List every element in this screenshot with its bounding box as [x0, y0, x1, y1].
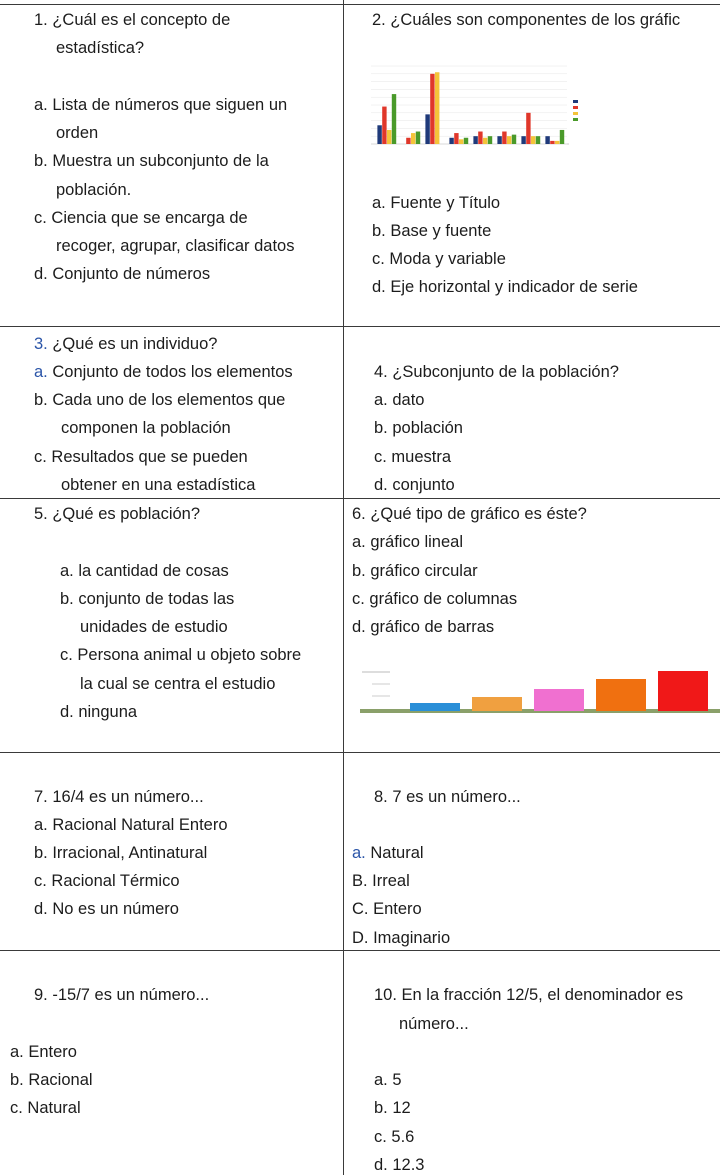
chart1-legend-swatch	[573, 112, 578, 115]
q3-option-a-letter: a.	[34, 363, 48, 381]
chart2-bar	[472, 697, 522, 711]
q4-option-a: a. dato	[374, 391, 425, 409]
table-divider	[0, 326, 720, 327]
chart1-bar	[483, 138, 487, 144]
q7-question: 7. 16/4 es un número...	[34, 788, 204, 806]
q8-option-c: C. Entero	[352, 900, 422, 918]
q3-question-text: ¿Qué es un individuo?	[47, 335, 218, 353]
q3-option-a	[34, 362, 293, 382]
chart1-bar	[435, 72, 439, 144]
table-divider	[0, 498, 720, 499]
q10-option-a: a. 5	[374, 1071, 402, 1089]
q1-option-c-cont: recoger, agrupar, clasificar datos	[56, 237, 295, 255]
q2-option-d: d. Eje horizontal y indicador de serie	[372, 278, 638, 296]
q9-option-a: a. Entero	[10, 1043, 77, 1061]
q4-option-b: b. población	[374, 419, 463, 437]
q3-question	[34, 334, 217, 354]
q6-option-c: c. gráfico de columnas	[352, 590, 518, 608]
chart1-bar	[416, 132, 420, 144]
q8-option-a	[352, 843, 424, 863]
chart1-bar	[507, 136, 511, 144]
q2-option-c: c. Moda y variable	[372, 250, 506, 268]
chart1-legend-swatch	[573, 106, 578, 109]
q8-option-a-letter: a.	[352, 844, 366, 862]
q2-option-a: a. Fuente y Título	[372, 194, 501, 212]
q1-option-b: b. Muestra un subconjunto de la	[34, 152, 269, 170]
chart1-bar	[545, 136, 549, 144]
q9-option-c: c. Natural	[10, 1099, 81, 1117]
chart1-bar	[430, 74, 434, 144]
q1-option-a: a. Lista de números que siguen un	[34, 96, 288, 114]
q4-option-d: d. conjunto	[374, 476, 455, 494]
chart2-bar	[534, 689, 584, 711]
q9-question: 9. -15/7 es un número...	[34, 986, 210, 1004]
chart1-bar	[531, 136, 535, 144]
chart1-bar	[512, 135, 516, 144]
chart1-bar	[382, 107, 386, 144]
chart1-bar	[454, 133, 458, 144]
q2-option-b: b. Base y fuente	[372, 222, 492, 240]
q7-option-d: d. No es un número	[34, 900, 179, 918]
q9-option-b: b. Racional	[10, 1071, 93, 1089]
chart1-bar	[497, 136, 501, 144]
chart1-bar	[521, 136, 525, 144]
q5-option-c-cont: la cual se centra el estudio	[80, 675, 276, 693]
q7-option-c: c. Racional Térmico	[34, 872, 180, 890]
q8-option-a-text: Natural	[365, 844, 424, 862]
chart1-bar	[560, 130, 564, 144]
q1-question: 1. ¿Cuál es el concepto de	[34, 11, 231, 29]
chart1-bar	[459, 139, 463, 144]
q10-option-b: b. 12	[374, 1099, 411, 1117]
chart1-bar	[464, 138, 468, 144]
q8-option-b: B. Irreal	[352, 872, 410, 890]
chart1-legend-swatch	[573, 100, 578, 103]
chart1-bar	[555, 141, 559, 144]
q6-option-a: a. gráfico lineal	[352, 533, 463, 551]
q4-option-c: c. muestra	[374, 448, 452, 466]
chart1-bar	[411, 133, 415, 144]
chart1-bar	[502, 132, 506, 144]
chart1-bar	[406, 138, 410, 144]
chart1-bar	[377, 125, 381, 144]
q5-question: 5. ¿Qué es población?	[34, 505, 201, 523]
chart1-bar	[387, 130, 391, 144]
table-border-top	[0, 4, 720, 5]
q3-number: 3.	[34, 335, 48, 353]
q5-option-b: b. conjunto de todas las	[60, 590, 235, 608]
q3-option-c-cont: obtener en una estadística	[61, 476, 256, 494]
q8-option-d: D. Imaginario	[352, 929, 451, 947]
q6-option-d: d. gráfico de barras	[352, 618, 495, 636]
table-divider	[0, 752, 720, 753]
q10-option-d: d. 12.3	[374, 1156, 425, 1174]
chart2-ticks	[362, 672, 390, 696]
gradient-column-chart	[350, 662, 720, 722]
q10-question-cont: número...	[399, 1015, 469, 1033]
chart1-legend-swatch	[573, 118, 578, 121]
chart1-bar	[473, 136, 477, 144]
q6-question: 6. ¿Qué tipo de gráfico es éste?	[352, 505, 587, 523]
chart2-bar	[410, 703, 460, 711]
q3-option-a-text: Conjunto de todos los elementos	[47, 363, 293, 381]
q5-option-b-cont: unidades de estudio	[80, 618, 228, 636]
q5-option-d: d. ninguna	[60, 703, 138, 721]
q2-question: 2. ¿Cuáles son componentes de los gráfic	[372, 11, 681, 29]
q5-option-a: a. la cantidad de cosas	[60, 562, 229, 580]
column-divider	[343, 0, 344, 1175]
components-bar-chart	[347, 58, 597, 158]
q10-question: 10. En la fracción 12/5, el denominador es	[374, 986, 684, 1004]
chart2-bar	[658, 671, 708, 711]
q4-question: 4. ¿Subconjunto de la población?	[374, 363, 619, 381]
q8-question: 8. 7 es un número...	[374, 788, 521, 806]
q7-option-b: b. Irracional, Antinatural	[34, 844, 208, 862]
chart2-bar	[596, 679, 646, 711]
chart1-bar	[478, 132, 482, 144]
chart1-bar	[526, 113, 530, 144]
q7-option-a: a. Racional Natural Entero	[34, 816, 228, 834]
chart1-bar	[425, 114, 429, 144]
q3-option-b: b. Cada uno de los elementos que	[34, 391, 286, 409]
chart1-bar	[550, 141, 554, 144]
q1-question-cont: estadística?	[56, 39, 145, 57]
q10-option-c: c. 5.6	[374, 1128, 415, 1146]
chart1-bar	[536, 136, 540, 144]
table-divider	[0, 950, 720, 951]
q1-option-b-cont: población.	[56, 181, 132, 199]
chart1-bar	[392, 94, 396, 144]
q6-option-b: b. gráfico circular	[352, 562, 478, 580]
q1-option-a-cont: orden	[56, 124, 99, 142]
q1-option-d: d. Conjunto de números	[34, 265, 211, 283]
chart1-bar	[488, 136, 492, 144]
q5-option-c: c. Persona animal u objeto sobre	[60, 646, 302, 664]
chart1-bar	[449, 138, 453, 144]
q1-option-c: c. Ciencia que se encarga de	[34, 209, 248, 227]
q3-option-c: c. Resultados que se pueden	[34, 448, 248, 466]
q3-option-b-cont: componen la población	[61, 419, 231, 437]
